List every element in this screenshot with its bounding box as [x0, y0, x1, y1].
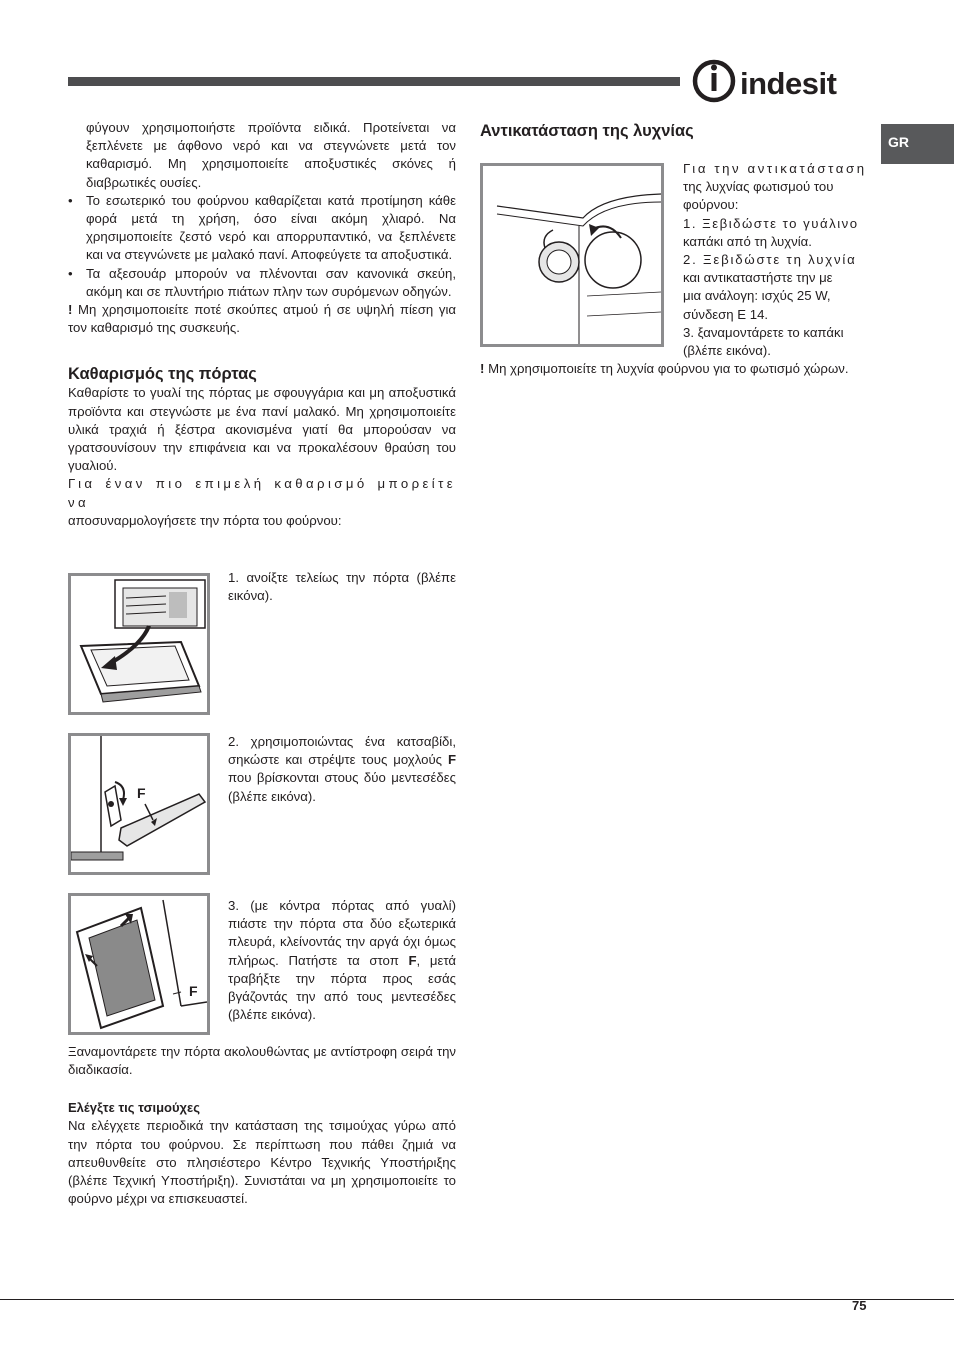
lamp-line: σύνδεση Ε 14. [683, 306, 769, 322]
figure-hinges [68, 733, 210, 875]
oven-open-door-illustration [71, 576, 207, 712]
bullet-icon: • [68, 265, 73, 281]
svg-text:indesit: indesit [740, 66, 837, 101]
language-tab: GR [881, 124, 954, 164]
door-heading: Καθαρισμός της πόρτας [68, 365, 257, 384]
indesit-logo [692, 56, 872, 106]
svg-text:F: F [189, 983, 198, 999]
lamp-line: της λυχνίας φωτισμού του [683, 179, 834, 195]
step-1-text: 1. ανοίξτε τελείως την πόρτα (βλέπε εικόνα). [228, 570, 456, 604]
bullet-text: Τα αξεσουάρ μπορούν να πλένονται σαν κανονικά σκεύη, ακόμη και σε πλυντήριο πιάτων πλην των συρόμενων οδηγών. [86, 265, 456, 299]
warning-mark: ! [68, 302, 73, 318]
lamp-line: και αντικαταστήστε την με [683, 270, 833, 286]
lamp-line: μια ανάλογη: ισχύς 25 W, [683, 288, 831, 304]
lamp-cover-illustration [483, 166, 661, 344]
door-paragraph-2: Για έναν πιο επιμελή καθαρισμό μπορείτε να [68, 476, 456, 510]
seals-paragraph: Να ελέγχετε περιοδικά την κατάσταση της τσιμούχας γύρω από την πόρτα του φούρνου. Σε περίπτωση που πάθει ζημιά να απευθυνθείτε στο πλησιέστερο Κέντρο Τεχνικής Υποστήριξης (βλέπε Τεχνική Υποστήριξη). Συνιστάται να μη χρησιμοποιείτε το φούρνο μέχρι να επισκευαστεί. [68, 1118, 456, 1207]
list-item [68, 192, 456, 265]
lamp-line: 2. Ξεβιδώστε τη λυχνία [683, 252, 857, 268]
steam-warning: ! Μη χρησιμοποιείτε ποτέ σκούπες ατμού ή σε υψηλή πίεση για τον καθαρισμό της συσκευής. [68, 302, 456, 336]
seals-heading: Ελέγξτε τις τσιμούχες [68, 1100, 200, 1116]
reassemble-paragraph: Ξαναμοντάρετε την πόρτα ακολουθώντας με αντίστροφη σειρά την διαδικασία. [68, 1044, 456, 1078]
figure-lamp [480, 163, 664, 347]
lamp-line: 1. Ξεβιδώστε το γυάλινο [683, 215, 859, 231]
lamp-line: Για την αντικατάσταση [683, 161, 867, 176]
list-item [68, 265, 456, 301]
figure-door-open [68, 573, 210, 715]
step-2-text: 2. χρησιμοποιώντας ένα κατσαβίδι, σηκώστε και στρέψτε τους μοχλούς F που βρίσκονται στους δύο μεντεσέδες (βλέπε εικόνα). [228, 734, 456, 804]
lamp-line: καπάκι από τη λυχνία. [683, 233, 812, 249]
header-bar [68, 77, 680, 86]
page-number: 75 [852, 1298, 867, 1313]
left-column-bottom [68, 1043, 456, 1208]
figure-door-removal [68, 893, 210, 1035]
door-paragraph-3: αποσυναρμολογήσετε την πόρτα του φούρνου: [68, 512, 342, 528]
door-removal-illustration [71, 896, 207, 1032]
lamp-line: φούρνου: [683, 197, 739, 213]
step-3-text: 3. (με κόντρα πόρτας από γυαλί) πιάστε την πόρτα στα δύο εξωτερικά πλευρά, κλείνοντάς την αργά όχι όμως πλήρως. Πατήστε τα στοπ F, μετά τραβήξτε την πόρτα προς εσάς βγάζοντάς την από τους μεντεσέδες (βλέπε εικόνα). [228, 898, 456, 1023]
footer-rule [0, 1299, 954, 1300]
left-column [68, 119, 456, 530]
intro-paragraph: φύγουν χρησιμοποιήστε προϊόντα ειδικά. Προτείνεται να ξεπλένετε με άφθονο νερό και να στεγνώνετε μετά τον καθαρισμό. Μη χρησιμοποιείτε αποξυστικές σκόνες ή διαβρωτικές ουσίες. [86, 120, 456, 190]
door-paragraph: Καθαρίστε το γυαλί της πόρτας με σφουγγάρια και μη αποξυστικά προϊόντα και στεγνώστε με ένα πανί μαλακό. Μη χρησιμοποιείτε υλικά τραχιά ή ξέστρα ακονισμένα γιατί θα μπορούσαν να γρατσουνίσουν την επιφάνεια και να προκαλέσουν θραύση του γυαλιού. [68, 385, 456, 474]
lamp-heading: Αντικατάσταση της λυχνίας [480, 122, 694, 140]
lamp-line: 3. ξαναμοντάρετε το καπάκι [683, 324, 844, 340]
lamp-warning: ! Μη χρησιμοποιείτε τη λυχνία φούρνου για το φωτισμό χώρων. [480, 361, 849, 376]
lamp-line: (βλέπε εικόνα). [683, 343, 771, 359]
warning-mark: ! [480, 361, 485, 376]
lamp-instructions [683, 160, 868, 360]
bullet-text: Το εσωτερικό του φούρνου καθαρίζεται κατά προτίμηση κάθε φορά μετά τη χρήση, όσο είναι ακόμη χλιαρό. Να χρησιμοποιείτε ζεστό νερό και απορρυπαντικό, να ξεπλένετε και να στεγνώνετε με μαλακό πανί. Αποφεύγετε τα αποξυστικά. [86, 192, 456, 263]
hinge-lever-illustration [71, 736, 207, 872]
svg-text:F: F [137, 785, 146, 801]
bullet-icon: • [68, 192, 73, 208]
